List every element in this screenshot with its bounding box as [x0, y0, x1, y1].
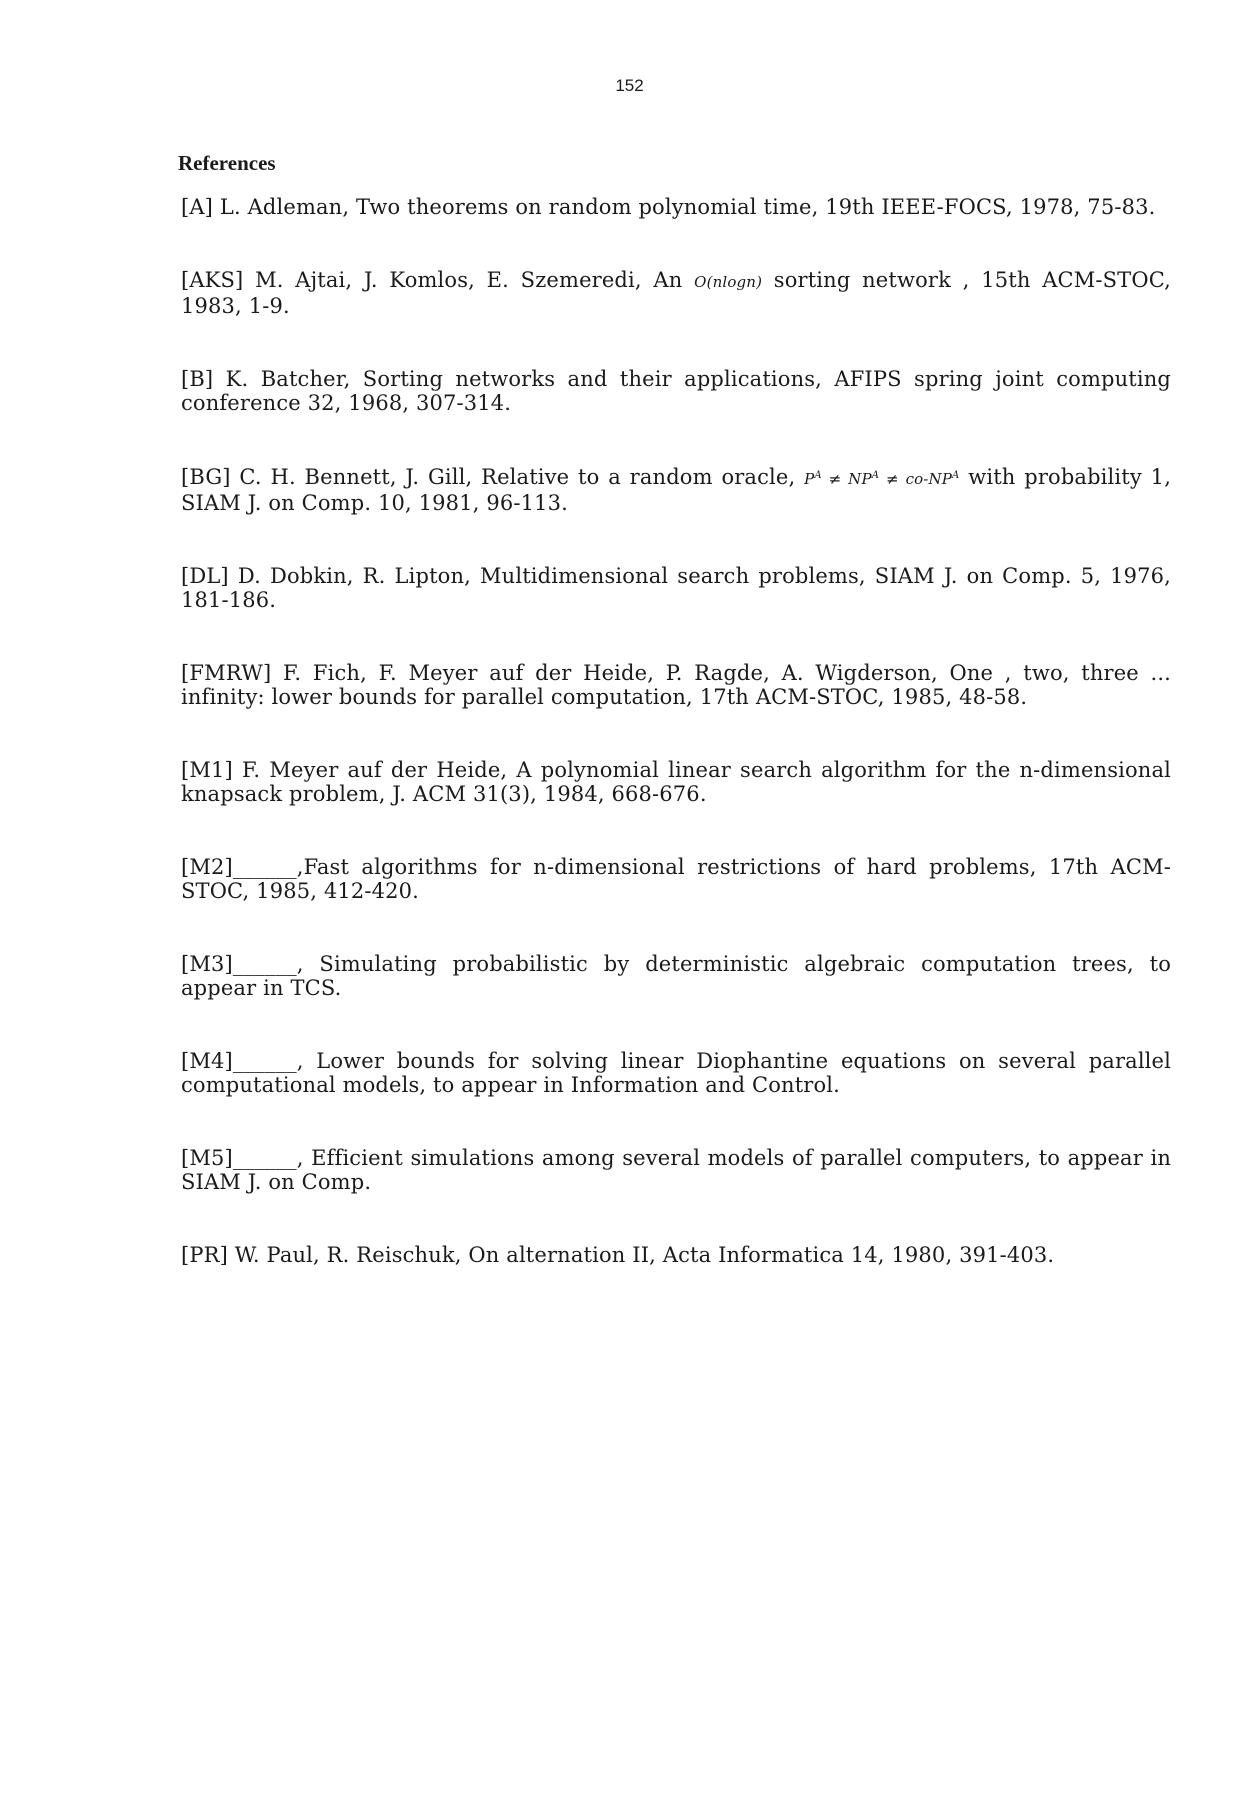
- math-expression: O(nlogn): [694, 273, 763, 291]
- reference-item: [181, 564, 1171, 612]
- math-expression: $P^A \ne NP^A \ne co-NP^A$: [804, 470, 960, 488]
- reference-item: [181, 1146, 1171, 1194]
- reference-key: [M2]: [181, 855, 233, 879]
- reference-item: [181, 952, 1171, 1000]
- reference-text: with probability 1, SIAM J. on Comp. 10, 1981, 96-113.: [181, 465, 1172, 515]
- reference-text: W. Paul, R. Reischuk, On alternation II, Acta Informatica 14, 1980, 391-403.: [234, 1243, 1055, 1267]
- reference-text: ______,Fast algorithms for n-dimensional restrictions of hard problems, 17th ACM-STOC, 1985, 412-420.: [181, 855, 1171, 903]
- reference-item: [181, 464, 1171, 515]
- reference-key: [M5]: [181, 1146, 233, 1170]
- references-heading: References: [178, 151, 276, 175]
- page-number: 152: [615, 76, 644, 95]
- reference-item: [181, 367, 1171, 415]
- reference-item: [181, 661, 1171, 709]
- reference-text: M. Ajtai, J. Komlos, E. Szemeredi, An: [255, 268, 695, 292]
- reference-item: [181, 1049, 1171, 1097]
- reference-key: [AKS]: [181, 268, 244, 292]
- reference-text: ______, Simulating probabilistic by deterministic algebraic computation trees, to appear in TCS.: [181, 952, 1171, 1000]
- reference-list: [181, 195, 1171, 1267]
- reference-text: ______, Efficient simulations among several models of parallel computers, to appear in SIAM J. on Comp.: [181, 1146, 1171, 1194]
- reference-text: D. Dobkin, R. Lipton, Multidimensional search problems, SIAM J. on Comp. 5, 1976, 181-186.: [181, 564, 1172, 612]
- reference-text: C. H. Bennett, J. Gill, Relative to a random oracle,: [239, 465, 805, 489]
- reference-key: [M3]: [181, 952, 233, 976]
- reference-key: [DL]: [181, 564, 229, 588]
- reference-item: [181, 855, 1171, 903]
- reference-key: [FMRW]: [181, 661, 272, 685]
- reference-key: [M4]: [181, 1049, 233, 1073]
- reference-text: K. Batcher, Sorting networks and their applications, AFIPS spring joint computing conference 32, 1968, 307-314.: [181, 367, 1171, 415]
- reference-key: [PR]: [181, 1243, 228, 1267]
- reference-item: [181, 1243, 1171, 1267]
- reference-item: [181, 195, 1171, 219]
- reference-key: [BG]: [181, 465, 231, 489]
- reference-key: [M1]: [181, 758, 233, 782]
- reference-text: L. Adleman, Two theorems on random polynomial time, 19th IEEE-FOCS, 1978, 75-83.: [219, 195, 1156, 219]
- reference-item: [181, 758, 1171, 806]
- reference-text: F. Fich, F. Meyer auf der Heide, P. Ragde, A. Wigderson, One , two, three ... infinity: lower bounds for parallel computation, 17th ACM-STOC, 1985, 48-58.: [181, 661, 1171, 709]
- reference-item: [181, 268, 1171, 318]
- reference-text: ______, Lower bounds for solving linear Diophantine equations on several parallel computational models, to appear in Information and Control.: [181, 1049, 1171, 1097]
- reference-key: [A]: [181, 195, 214, 219]
- reference-text: F. Meyer auf der Heide, A polynomial linear search algorithm for the n-dimensional knapsack problem, J. ACM 31(3), 1984, 668-676.: [181, 758, 1172, 806]
- reference-text: sorting network , 15th ACM-STOC, 1983, 1-9.: [181, 268, 1171, 318]
- reference-key: [B]: [181, 367, 214, 391]
